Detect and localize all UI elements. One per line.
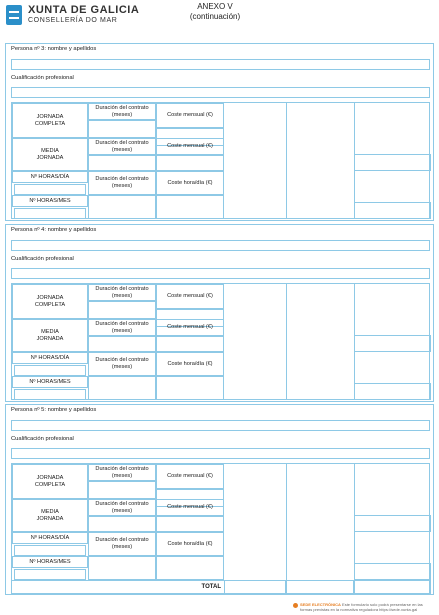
column-divider: [286, 464, 287, 593]
total-box[interactable]: [286, 580, 354, 594]
footer-note: [300, 602, 432, 612]
xunta-logo-icon: [6, 5, 22, 25]
person-section-3: [5, 43, 434, 221]
monthly-cost-label: Coste mensual (€): [156, 138, 224, 155]
name-input[interactable]: [11, 240, 430, 251]
contract-duration-input[interactable]: [88, 301, 156, 319]
contract-duration-input[interactable]: [88, 195, 156, 219]
total-box[interactable]: [354, 580, 431, 594]
contract-duration-label: Duración del contrato (meses): [88, 352, 156, 376]
annex-subtitle: (continuación): [189, 12, 241, 21]
monthly-cost-label: Coste mensual (€): [156, 319, 224, 336]
contract-duration-input[interactable]: [88, 481, 156, 499]
column-divider: [286, 103, 287, 218]
hours-day-input[interactable]: [14, 184, 86, 195]
full-time-label: JORNADA COMPLETA: [12, 464, 88, 499]
hour-day-cost-input[interactable]: [156, 376, 224, 400]
contract-duration-input[interactable]: [88, 336, 156, 352]
qualification-input[interactable]: [11, 87, 430, 98]
logo-title: XUNTA DE GALICIA: [28, 4, 140, 16]
full-time-label: JORNADA COMPLETA: [12, 284, 88, 319]
contract-duration-label: Duración del contrato (meses): [88, 284, 156, 301]
cost-grid: [11, 102, 430, 219]
total-label: TOTAL: [201, 583, 221, 590]
contract-duration-label: Duración del contrato (meses): [88, 103, 156, 120]
hours-day-label: Nº HORAS/DÍA: [12, 352, 88, 364]
contract-duration-label: Duración del contrato (meses): [88, 532, 156, 556]
half-time-label: MEDIA JORNADA: [12, 499, 88, 532]
person-title: Persona nº 3: nombre y apellidos: [11, 46, 97, 52]
monthly-cost-label: Coste mensual (€): [156, 103, 224, 128]
cost-grid: [11, 463, 430, 594]
hour-day-cost-label: Coste hora/día (€): [156, 532, 224, 556]
hours-day-label: Nº HORAS/DÍA: [12, 171, 88, 183]
hours-month-input[interactable]: [14, 389, 86, 400]
subtotal-box[interactable]: [354, 563, 431, 580]
contract-duration-label: Duración del contrato (meses): [88, 319, 156, 336]
hours-month-label: Nº HORAS/MES: [12, 376, 88, 388]
hours-day-label: Nº HORAS/DÍA: [12, 532, 88, 544]
annex-heading: [160, 2, 270, 22]
hour-day-cost-input[interactable]: [156, 556, 224, 580]
qualification-label: Cualificación profesional: [11, 436, 74, 442]
qualification-input[interactable]: [11, 268, 430, 279]
qualification-input[interactable]: [11, 448, 430, 459]
contract-duration-input[interactable]: [88, 376, 156, 400]
hours-month-input[interactable]: [14, 208, 86, 219]
qualification-label: Cualificación profesional: [11, 256, 74, 262]
cost-grid: [11, 283, 430, 400]
monthly-cost-input[interactable]: [156, 336, 224, 352]
hours-month-label: Nº HORAS/MES: [12, 195, 88, 207]
contract-duration-input[interactable]: [88, 120, 156, 138]
annex-title: ANEXO V: [197, 2, 233, 11]
contract-duration-label: Duración del contrato (meses): [88, 499, 156, 516]
contract-duration-label: Duración del contrato (meses): [88, 171, 156, 195]
contract-duration-input[interactable]: [88, 556, 156, 580]
subtotal-box[interactable]: [354, 383, 431, 400]
person-section-5: [5, 404, 434, 595]
full-time-label: JORNADA COMPLETA: [12, 103, 88, 138]
logo-subtitle: CONSELLERÍA DO MAR: [28, 17, 118, 24]
hours-month-input[interactable]: [14, 569, 86, 580]
name-input[interactable]: [11, 59, 430, 70]
contract-duration-input[interactable]: [88, 155, 156, 171]
half-time-label: MEDIA JORNADA: [12, 138, 88, 171]
contract-duration-label: Duración del contrato (meses): [88, 464, 156, 481]
subtotal-box[interactable]: [354, 515, 431, 532]
hour-day-cost-label: Coste hora/día (€): [156, 352, 224, 376]
qualification-label: Cualificación profesional: [11, 75, 74, 81]
person-title: Persona nº 5: nombre y apellidos: [11, 407, 97, 413]
hour-day-cost-label: Coste hora/día (€): [156, 171, 224, 195]
sede-icon: [293, 603, 298, 608]
hours-month-label: Nº HORAS/MES: [12, 556, 88, 568]
footer-brand: SEDE ELECTRÓNICA: [300, 602, 341, 607]
hours-day-input[interactable]: [14, 365, 86, 376]
hour-day-cost-input[interactable]: [156, 195, 224, 219]
hours-day-input[interactable]: [14, 545, 86, 556]
monthly-cost-input[interactable]: [156, 516, 224, 532]
column-divider: [286, 284, 287, 399]
footer-url: https://sede.xunta.gal: [379, 607, 418, 612]
monthly-cost-input[interactable]: [156, 155, 224, 171]
total-box[interactable]: [224, 580, 286, 594]
footer-text: Este formulario solo podrá presentarse en las formas previstas en la normativa reguladora: [300, 602, 423, 612]
monthly-cost-label: Coste mensual (€): [156, 499, 224, 516]
monthly-cost-label: Coste mensual (€): [156, 464, 224, 489]
subtotal-box[interactable]: [354, 154, 431, 171]
person-section-4: [5, 224, 434, 402]
half-time-label: MEDIA JORNADA: [12, 319, 88, 352]
subtotal-box[interactable]: [354, 335, 431, 352]
subtotal-box[interactable]: [354, 202, 431, 219]
monthly-cost-label: Coste mensual (€): [156, 284, 224, 309]
name-input[interactable]: [11, 420, 430, 431]
contract-duration-label: Duración del contrato (meses): [88, 138, 156, 155]
contract-duration-input[interactable]: [88, 516, 156, 532]
person-title: Persona nº 4: nombre y apellidos: [11, 227, 97, 233]
